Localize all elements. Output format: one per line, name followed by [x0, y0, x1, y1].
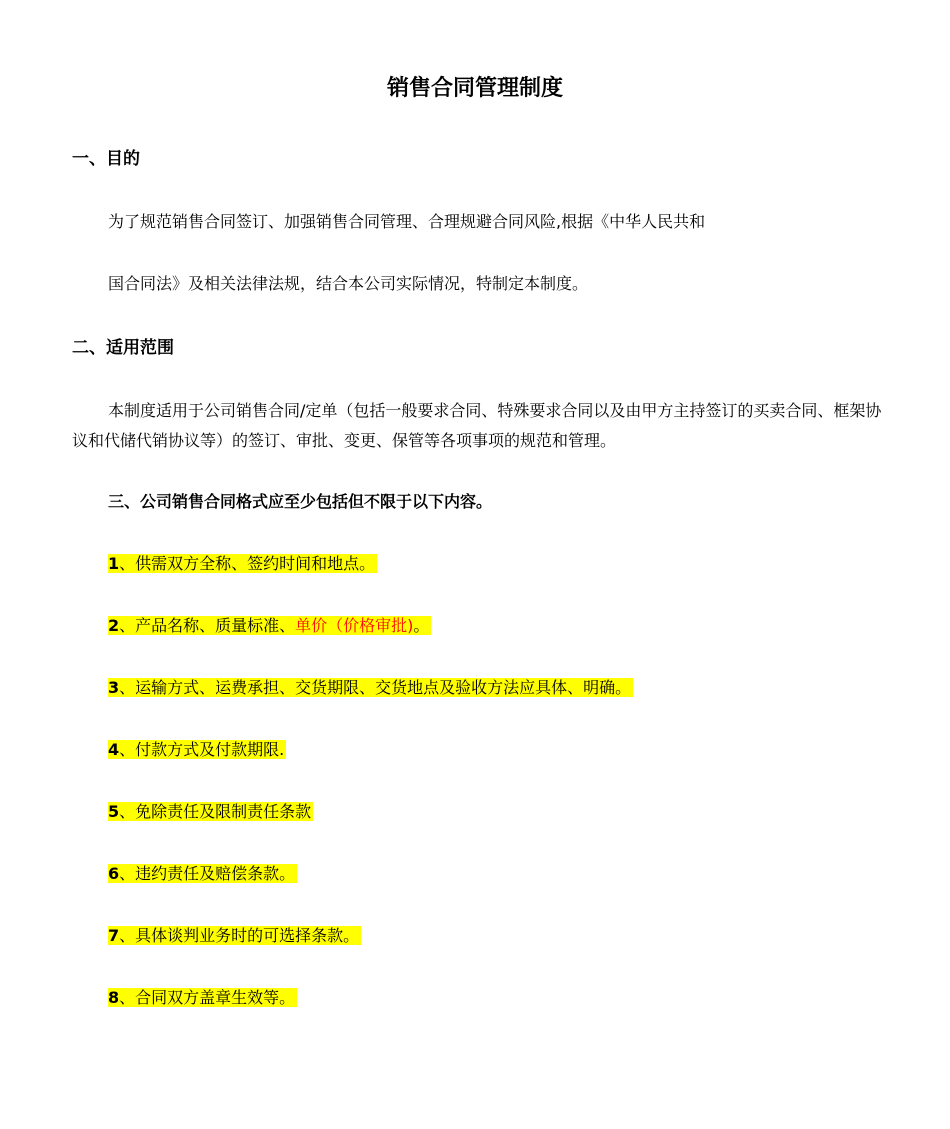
list-item — [108, 986, 297, 1010]
purpose-text-line1: 为了规范销售合同签订、加强销售合同管理、合理规避合同风险,根据《中华人民共和 — [108, 212, 706, 231]
list-item — [108, 862, 297, 886]
list-item — [108, 676, 633, 700]
highlighted-text: 8、合同双方盖章生效等。 — [108, 988, 296, 1007]
list-item — [108, 738, 286, 762]
highlighted-text: 5、免除责任及限制责任条款 — [108, 802, 312, 821]
document-title: 销售合同管理制度 — [386, 76, 563, 101]
purpose-text-line2: 国合同法》及相关法律法规，结合本公司实际情况，特制定本制度。 — [108, 274, 589, 293]
highlighted-text: 6、违约责任及赔偿条款。 — [108, 864, 296, 883]
highlighted-text: 1、供需双方全称、签约时间和地点。 — [108, 554, 376, 573]
list-item — [108, 800, 313, 824]
highlighted-text: 3、运输方式、运费承担、交货期限、交货地点及验收方法应具体、明确。 — [108, 678, 632, 697]
highlighted-text: 4、付款方式及付款期限. — [108, 740, 285, 759]
section-heading-contract-format: 三、公司销售合同格式应至少包括但不限于以下内容。 — [108, 492, 493, 511]
price-approval-note: 单价（价格审批) — [295, 616, 414, 635]
section-heading-scope: 二、适用范围 — [72, 338, 174, 358]
list-item — [108, 552, 377, 576]
section-heading-purpose: 一、目的 — [72, 149, 140, 169]
scope-paragraph: 本制度适用于公司销售合同/定单（包括一般要求合同、特殊要求合同以及由甲方主持签订的买卖合同、框架协议和代储代销协议等）的签订、审批、变更、保管等各项事项的规范和管理。 — [72, 401, 882, 450]
list-item — [108, 924, 361, 948]
list-item — [108, 614, 431, 638]
highlighted-text: 7、具体谈判业务时的可选择条款。 — [108, 926, 360, 945]
highlighted-text: 2、产品名称、质量标准、单价（价格审批)。 — [108, 616, 430, 635]
